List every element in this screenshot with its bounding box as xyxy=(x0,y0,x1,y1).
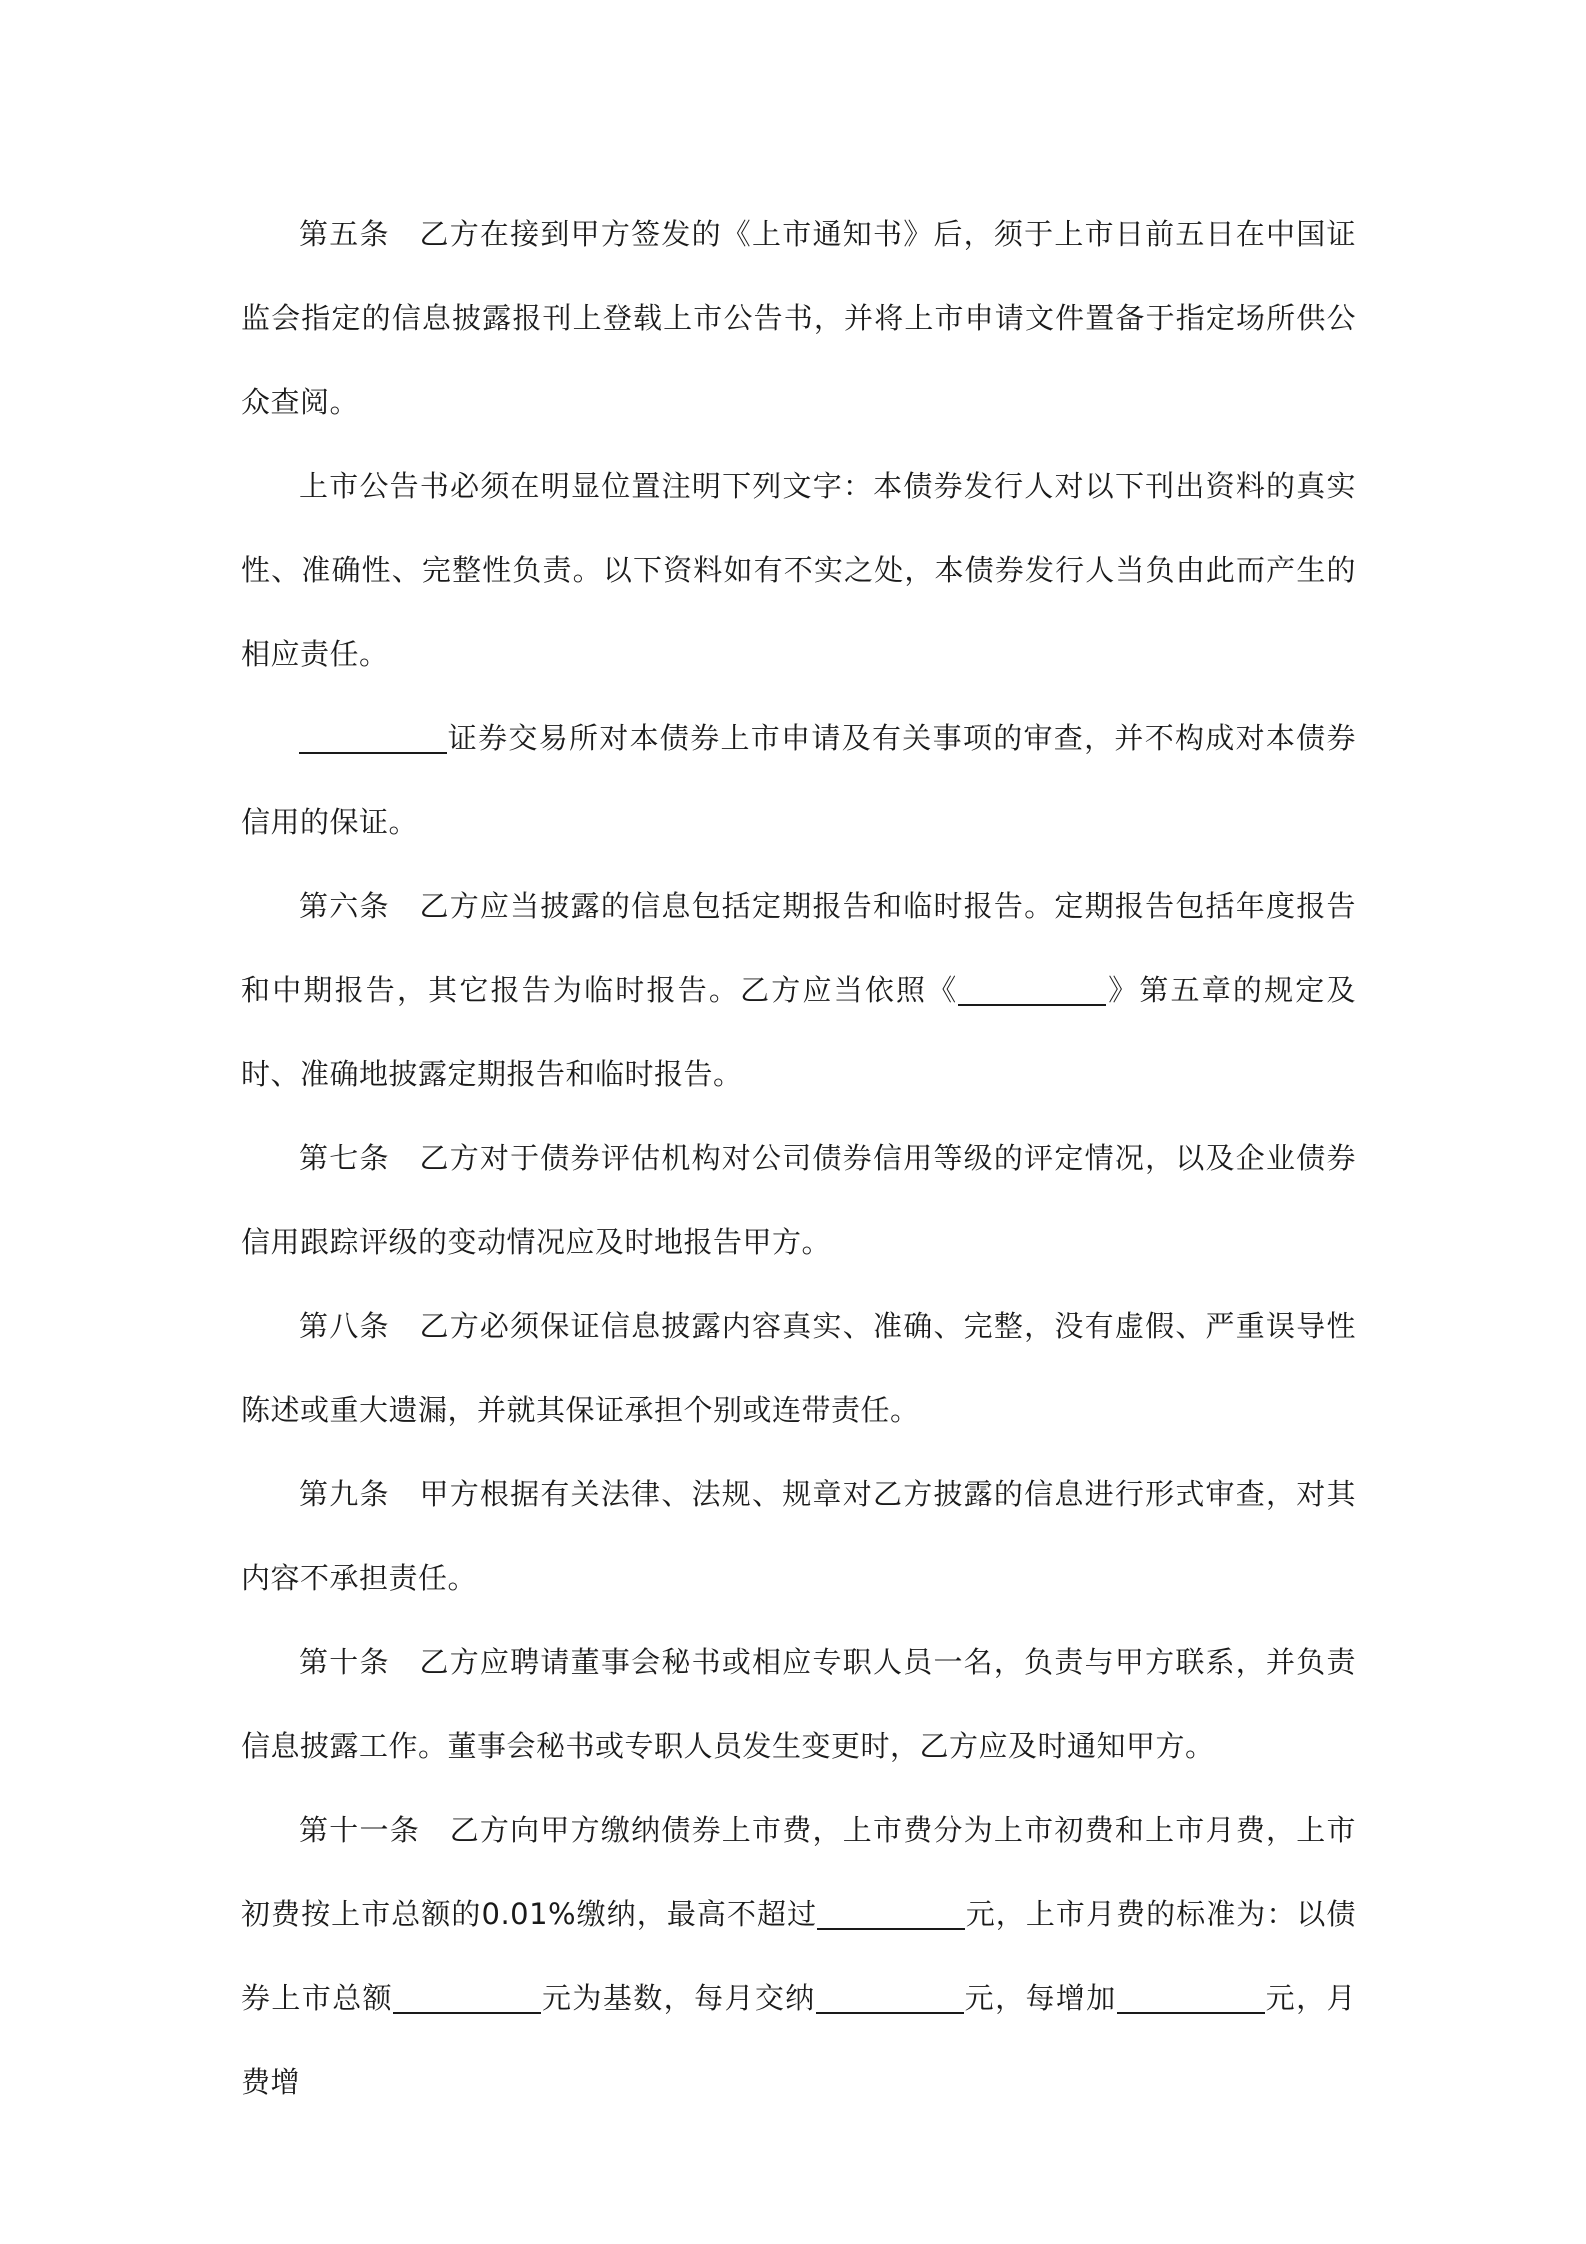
fill-in-blank xyxy=(393,1982,541,2014)
article-text: 元，月费增 xyxy=(241,1981,1356,2099)
article-7-paragraph xyxy=(241,1116,1356,1284)
article-text: 》第五章的规定及时、准确地披露定期报告和临时报告。 xyxy=(241,973,1356,1091)
article-text: 元为基数，每月交纳 xyxy=(541,1981,816,2015)
article-text: 乙方必须保证信息披露内容真实、准确、完整，没有虚假、严重误导性陈述或重大遗漏，并就其保证承担个别或连带责任。 xyxy=(241,1309,1356,1427)
article-text: 乙方向甲方缴纳债券上市费，上市费分为上市初费和上市月费，上市初费按上市总额的0.01%缴纳，最高不超过 xyxy=(241,1813,1356,1931)
article-number: 第六条 xyxy=(299,889,390,923)
article-text: 元，上市月费的标准为：以债券上市总额 xyxy=(241,1897,1356,2015)
article-11-paragraph xyxy=(241,1788,1356,2124)
article-text: 乙方应当披露的信息包括定期报告和临时报告。定期报告包括年度报告和中期报告，其它报告为临时报告。乙方应当依照《 xyxy=(241,889,1356,1007)
article-number: 第五条 xyxy=(299,217,390,251)
article-10-paragraph xyxy=(241,1620,1356,1788)
article-number: 第九条 xyxy=(299,1477,390,1511)
article-text: 甲方根据有关法律、法规、规章对乙方披露的信息进行形式审查，对其内容不承担责任。 xyxy=(241,1477,1356,1595)
article-number: 第八条 xyxy=(299,1309,390,1343)
article-5-paragraph xyxy=(241,192,1356,444)
exchange-paragraph xyxy=(241,696,1356,864)
fill-in-blank xyxy=(817,1898,965,1930)
article-text: 元，每增加 xyxy=(963,1981,1117,2015)
paragraph-text: 证券交易所对本债券上市申请及有关事项的审查，并不构成对本债券信用的保证。 xyxy=(241,721,1356,839)
article-number: 第七条 xyxy=(299,1141,390,1175)
article-text: 乙方对于债券评估机构对公司债券信用等级的评定情况，以及企业债券信用跟踪评级的变动情况应及时地报告甲方。 xyxy=(241,1141,1356,1259)
article-number: 第十一条 xyxy=(299,1813,420,1847)
paragraph-text: 上市公告书必须在明显位置注明下列文字：本债券发行人对以下刊出资料的真实性、准确性、完整性负责。以下资料如有不实之处，本债券发行人当负由此而产生的相应责任。 xyxy=(241,469,1356,671)
article-9-paragraph xyxy=(241,1452,1356,1620)
notice-paragraph xyxy=(241,444,1356,696)
fill-in-blank xyxy=(958,974,1106,1006)
article-text: 乙方应聘请董事会秘书或相应专职人员一名，负责与甲方联系，并负责信息披露工作。董事会秘书或专职人员发生变更时，乙方应及时通知甲方。 xyxy=(241,1645,1356,1763)
article-text: 乙方在接到甲方签发的《上市通知书》后，须于上市日前五日在中国证监会指定的信息披露报刊上登载上市公告书，并将上市申请文件置备于指定场所供公众查阅。 xyxy=(241,217,1356,419)
article-6-paragraph xyxy=(241,864,1356,1116)
article-number: 第十条 xyxy=(299,1645,390,1679)
article-8-paragraph xyxy=(241,1284,1356,1452)
document-body xyxy=(241,192,1356,2124)
fill-in-blank xyxy=(299,722,447,754)
fill-in-blank xyxy=(816,1982,964,2014)
fill-in-blank xyxy=(1117,1982,1265,2014)
